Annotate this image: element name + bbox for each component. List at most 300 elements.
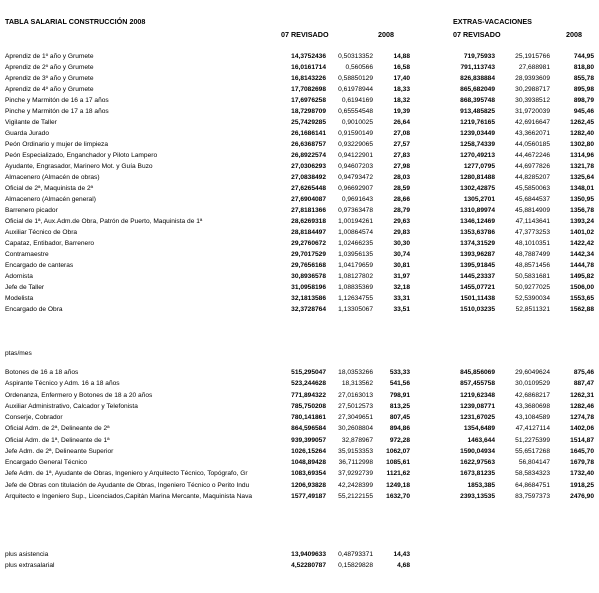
extras-2008-cell: 2476,90	[570, 492, 594, 500]
value-2008-cell: 14,88	[393, 52, 410, 60]
extras-2008-cell: 1732,40	[570, 470, 594, 478]
increment-cell: 0,97363478	[338, 206, 373, 214]
table-row	[0, 391, 599, 401]
table-row	[0, 447, 599, 457]
value-2008-cell: 894,86	[389, 425, 410, 433]
extras-increment-cell: 25,1915766	[515, 52, 550, 60]
extras-increment-cell: 43,3662071	[515, 129, 550, 137]
increment-cell: 32,878967	[341, 436, 373, 444]
value-2008-cell: 813,25	[389, 402, 410, 410]
increment-cell: 42,2428399	[338, 481, 373, 489]
extras-revisado-07-cell: 1219,76165	[460, 118, 495, 126]
extras-2008-cell: 1506,00	[570, 283, 594, 291]
category-cell: Aspirante Técnico y Adm. 16 a 18 años	[5, 380, 120, 388]
revisado-07-cell: 17,7082698	[291, 85, 326, 93]
value-2008-cell: 27,98	[393, 162, 410, 170]
revisado-07-cell: 27,6265448	[291, 184, 326, 192]
table-row	[0, 239, 599, 249]
extras-revisado-07-cell: 1353,63786	[460, 228, 495, 236]
category-cell: Aprendiz de 3º año y Grumete	[5, 74, 94, 82]
category-cell: Auxiliar Técnico de Obra	[5, 228, 78, 236]
table-row	[0, 481, 599, 491]
increment-cell: 1,03956135	[338, 250, 373, 258]
value-2008-cell: 28,79	[393, 206, 410, 214]
value-2008-cell: 28,03	[393, 173, 410, 181]
category-cell: Peón Ordinario y mujer de limpieza	[5, 140, 108, 148]
category-cell: Vigilante de Taller	[5, 118, 57, 126]
revisado-07-cell: 27,8181366	[291, 206, 326, 214]
increment-cell: 0,48793371	[338, 551, 373, 558]
category-cell: Oficial de 2ª, Maquinista de 2ª	[5, 184, 94, 192]
category-cell: Arquitecto e Ingeniero Sup., Licenciados,Capitán Marina Mercante, Maquinista Nava	[5, 492, 253, 500]
extras-increment-cell: 52,8511321	[515, 305, 550, 313]
extras-increment-cell: 30,3938512	[515, 96, 550, 104]
value-2008-cell: 26,64	[393, 118, 410, 126]
extras-2008-cell: 855,78	[573, 74, 594, 82]
table-row	[0, 379, 599, 389]
revisado-07-cell: 18,7298709	[291, 107, 326, 115]
extras-increment-cell: 44,4672246	[515, 151, 550, 159]
increment-cell: 1,08835369	[338, 283, 373, 291]
extras-2008-cell: 1562,88	[570, 305, 594, 313]
extras-revisado-07-cell: 1463,644	[467, 436, 495, 444]
table-row	[0, 283, 599, 293]
value-2008-cell: 29,63	[393, 217, 410, 225]
extras-2008-cell: 898,79	[573, 96, 594, 104]
extras-revisado-07-cell: 1270,49213	[460, 151, 495, 159]
increment-cell: 1,00864574	[338, 228, 373, 236]
extras-2008-cell: 887,47	[573, 380, 594, 388]
increment-cell: 0,15829828	[338, 562, 373, 569]
extras-2008-cell: 1679,78	[570, 459, 594, 466]
value-2008-cell: 18,33	[393, 85, 410, 93]
value-2008-cell: 27,08	[393, 129, 410, 137]
extras-revisado-07-cell: 1445,23337	[460, 272, 495, 280]
increment-cell: 0,93229065	[338, 140, 373, 148]
revisado-07-cell: 26,1686141	[291, 129, 326, 137]
value-2008-cell: 33,31	[393, 294, 410, 302]
revisado-07-cell: 27,6904087	[291, 195, 326, 203]
increment-cell: 18,0353266	[338, 369, 373, 376]
category-cell: Conserje, Cobrador	[5, 414, 63, 421]
extras-revisado-07-cell: 1622,97563	[460, 459, 495, 466]
extras-2008-cell: 818,80	[573, 63, 594, 71]
table-row	[0, 305, 599, 315]
extras-increment-cell: 55,6517268	[515, 447, 550, 455]
extras-2008-cell: 1495,82	[570, 272, 594, 280]
value-2008-cell: 32,18	[393, 283, 410, 291]
table-row	[0, 424, 599, 434]
revisado-07-cell: 4,52280787	[291, 562, 326, 569]
extras-2008-cell: 1918,25	[570, 481, 594, 489]
table-row	[0, 492, 599, 502]
value-2008-cell: 4,68	[397, 562, 410, 569]
extras-2008-cell: 1325,64	[570, 173, 594, 181]
extras-2008-cell: 1282,40	[570, 129, 594, 137]
extras-2008-cell: 1262,31	[570, 391, 594, 399]
extras-2008-cell: 1321,78	[570, 162, 594, 170]
extras-revisado-07-cell: 1455,07721	[460, 283, 495, 291]
extras-revisado-07-cell: 1305,2701	[463, 195, 495, 203]
table-row	[0, 151, 599, 161]
value-2008-cell: 30,81	[393, 261, 410, 269]
table-row	[0, 140, 599, 150]
extras-increment-cell: 48,1010351	[515, 239, 550, 247]
table-row	[0, 217, 599, 227]
extras-revisado-07-cell: 1673,81235	[460, 470, 495, 478]
table-title: TABLA SALARIAL CONSTRUCCIÓN 2008	[5, 17, 146, 26]
extras-increment-cell: 47,1143641	[515, 217, 550, 225]
extras-header-revisado: 07 REVISADO	[453, 30, 501, 39]
value-2008-cell: 1062,07	[386, 447, 410, 455]
increment-cell: 0,94607203	[338, 162, 373, 170]
revisado-07-cell: 14,3752436	[291, 52, 326, 60]
category-cell: Oficial Adm. de 1ª, Delineante de 1ª	[5, 436, 110, 444]
extras-2008-cell: 1274,78	[570, 414, 594, 421]
table-row	[0, 85, 599, 95]
table-row	[0, 107, 599, 117]
table-row	[0, 469, 599, 479]
revisado-07-cell: 864,596584	[291, 425, 326, 433]
increment-cell: 1,04179659	[338, 261, 373, 269]
extras-increment-cell: 27,688981	[518, 63, 550, 71]
extras-2008-cell: 1401,02	[570, 228, 594, 236]
value-2008-cell: 28,66	[393, 195, 410, 203]
value-2008-cell: 1632,70	[386, 492, 410, 500]
increment-cell: 0,6194169	[341, 96, 373, 104]
extras-increment-cell: 51,2275399	[515, 436, 550, 444]
revisado-07-cell: 25,7429285	[291, 118, 326, 126]
value-2008-cell: 798,91	[389, 391, 410, 399]
increment-cell: 18,313562	[341, 380, 373, 388]
extras-2008-cell: 1302,80	[570, 140, 594, 148]
extras-revisado-07-cell: 1258,74339	[460, 140, 495, 148]
table-row	[0, 294, 599, 304]
table-row	[0, 118, 599, 128]
extras-2008-cell: 1262,45	[570, 118, 594, 126]
extras-revisado-07-cell: 1231,67025	[460, 414, 495, 421]
value-2008-cell: 541,56	[389, 380, 410, 388]
revisado-07-cell: 523,244628	[291, 380, 326, 388]
increment-cell: 0,65554548	[338, 107, 373, 115]
extras-revisado-07-cell: 1239,03449	[460, 129, 495, 137]
value-2008-cell: 30,74	[393, 250, 410, 258]
category-cell: Pinche y Marmitón de 16 a 17 años	[5, 96, 109, 104]
extras-increment-cell: 52,5390034	[515, 294, 550, 302]
extras-2008-cell: 875,46	[573, 369, 594, 376]
extras-2008-cell: 1393,24	[570, 217, 594, 225]
extras-revisado-07-cell: 913,485825	[460, 107, 495, 115]
category-cell: Botones de 16 a 18 años	[5, 369, 79, 376]
extras-increment-cell: 47,3773253	[515, 228, 550, 236]
table-row	[0, 261, 599, 271]
revisado-07-cell: 1206,93828	[291, 481, 326, 489]
extras-increment-cell: 28,9393609	[515, 74, 550, 82]
increment-cell: 0,94122901	[338, 151, 373, 159]
category-cell: Peón Especializado, Enganchador y Piloto Lampero	[5, 151, 158, 159]
category-cell: Almacenero (Almacén de obras)	[5, 173, 100, 181]
extras-increment-cell: 45,8814909	[515, 206, 550, 214]
increment-cell: 1,12634755	[338, 294, 373, 302]
category-cell: Oficial de 1ª, Aux.Adm.de Obra, Patrón de Puerto, Maquinista de 1ª	[5, 217, 203, 225]
table-row	[0, 402, 599, 412]
extras-increment-cell: 30,2988717	[515, 85, 550, 93]
value-2008-cell: 33,51	[393, 305, 410, 313]
category-cell: Jefe Adm. de 2ª, Delineante Superior	[5, 447, 114, 455]
extras-revisado-07-cell: 1310,89974	[460, 206, 495, 214]
category-cell: Jefe de Taller	[5, 283, 45, 291]
extras-2008-cell: 1282,46	[570, 402, 594, 410]
revisado-07-cell: 939,399057	[291, 436, 326, 444]
extras-revisado-07-cell: 1354,6489	[463, 425, 495, 433]
category-cell: Ayudante, Engrasador, Marinero Mot. y Guía Buzo	[5, 162, 153, 170]
revisado-07-cell: 780,141861	[291, 414, 326, 421]
unit-label: ptas/mes	[5, 350, 32, 357]
extras-increment-cell: 64,8684751	[515, 481, 550, 489]
value-2008-cell: 16,58	[393, 63, 410, 71]
extras-2008-cell: 1356,78	[570, 206, 594, 214]
extras-increment-cell: 48,8571456	[515, 261, 550, 269]
extras-2008-cell: 1553,65	[570, 294, 594, 302]
table-row	[0, 228, 599, 238]
increment-cell: 0,560566	[345, 63, 373, 71]
revisado-07-cell: 26,6368757	[291, 140, 326, 148]
extras-2008-cell: 1402,06	[570, 425, 594, 433]
revisado-07-cell: 29,7656168	[291, 261, 326, 269]
value-2008-cell: 14,43	[393, 551, 410, 558]
category-cell: Pinche y Marmitón de 17 a 18 años	[5, 107, 109, 115]
category-cell: Encargado General Técnico	[5, 459, 87, 466]
revisado-07-cell: 31,0958196	[291, 283, 326, 291]
revisado-07-cell: 1048,89428	[291, 459, 326, 466]
table-row	[0, 63, 599, 73]
increment-cell: 0,61978944	[338, 85, 373, 93]
increment-cell: 37,9292739	[338, 470, 373, 478]
category-cell: Contramaestre	[5, 250, 49, 258]
extras-title: EXTRAS-VACACIONES	[453, 17, 532, 26]
revisado-07-cell: 17,6976258	[291, 96, 326, 104]
increment-cell: 1,00194261	[338, 217, 373, 225]
revisado-07-cell: 515,295047	[291, 369, 326, 376]
category-cell: Oficial Adm. de 2ª, Delineante de 2ª	[5, 425, 110, 433]
extras-increment-cell: 58,5834323	[515, 470, 550, 478]
value-2008-cell: 27,83	[393, 151, 410, 159]
table-row	[0, 272, 599, 282]
extras-revisado-07-cell: 1219,62348	[460, 391, 495, 399]
extras-revisado-07-cell: 868,395748	[460, 96, 495, 104]
value-2008-cell: 17,40	[393, 74, 410, 82]
extras-header-2008: 2008	[566, 30, 582, 39]
revisado-07-cell: 13,9409633	[291, 551, 326, 558]
extras-revisado-07-cell: 1280,81488	[460, 173, 495, 181]
category-cell: Encargado de canteras	[5, 261, 74, 269]
category-cell: Adornista	[5, 272, 33, 280]
extras-revisado-07-cell: 1395,91845	[460, 261, 495, 269]
increment-cell: 36,7112998	[338, 459, 373, 466]
extras-revisado-07-cell: 1277,0795	[463, 162, 495, 170]
value-2008-cell: 18,32	[393, 96, 410, 104]
value-2008-cell: 1121,62	[386, 470, 410, 478]
category-cell: Ordenanza, Enfermero y Botones de 18 a 20 años	[5, 391, 153, 399]
increment-cell: 0,58850129	[338, 74, 373, 82]
category-cell: Encargado de Obra	[5, 305, 63, 313]
extras-revisado-07-cell: 1853,385	[467, 481, 495, 489]
category-cell: plus asistencia	[5, 551, 49, 558]
table-row	[0, 96, 599, 106]
value-2008-cell: 1249,18	[386, 481, 410, 489]
category-cell: Aprendiz de 4º año y Grumete	[5, 85, 94, 93]
category-cell: Auxiliar Administrativo, Calcador y Telefonista	[5, 402, 138, 410]
extras-increment-cell: 43,3680698	[515, 402, 550, 410]
category-cell: Barrenero picador	[5, 206, 58, 214]
table-row	[0, 458, 599, 468]
revisado-07-cell: 1083,69354	[291, 470, 326, 478]
category-cell: Modelista	[5, 294, 34, 302]
value-2008-cell: 31,97	[393, 272, 410, 280]
table-row	[0, 162, 599, 172]
value-2008-cell: 972,28	[389, 436, 410, 444]
extras-revisado-07-cell: 1239,08771	[460, 402, 495, 410]
extras-revisado-07-cell: 1374,31529	[460, 239, 495, 247]
table-row	[0, 436, 599, 446]
extras-increment-cell: 31,9720039	[515, 107, 550, 115]
increment-cell: 27,5012573	[338, 402, 373, 410]
increment-cell: 0,96692907	[338, 184, 373, 192]
extras-revisado-07-cell: 719,75933	[463, 52, 495, 60]
extras-increment-cell: 29,6049624	[515, 369, 550, 376]
category-cell: plus extrasalarial	[5, 562, 55, 569]
extras-2008-cell: 1422,42	[570, 239, 594, 247]
table-row	[0, 561, 599, 571]
extras-increment-cell: 45,5850063	[515, 184, 550, 192]
extras-2008-cell: 744,95	[573, 52, 594, 60]
value-2008-cell: 30,30	[393, 239, 410, 247]
revisado-07-cell: 29,7017529	[291, 250, 326, 258]
revisado-07-cell: 30,8936578	[291, 272, 326, 280]
extras-increment-cell: 42,6916647	[515, 118, 550, 126]
category-cell: Jefe Adm. de 1ª, Ayudante de Obras, Ingeniero y Arquitecto Técnico, Topógrafo, Gr	[5, 470, 248, 478]
extras-2008-cell: 1514,87	[570, 436, 594, 444]
increment-cell: 0,9010025	[341, 118, 373, 126]
value-2008-cell: 27,57	[393, 140, 410, 148]
extras-2008-cell: 1348,01	[570, 184, 594, 192]
table-row	[0, 184, 599, 194]
value-2008-cell: 807,45	[389, 414, 410, 421]
extras-increment-cell: 50,9277025	[515, 283, 550, 291]
increment-cell: 0,94793472	[338, 173, 373, 181]
category-cell: Aprendiz de 2º año y Grumete	[5, 63, 94, 71]
table-row	[0, 74, 599, 84]
extras-increment-cell: 83,7597373	[515, 492, 550, 500]
increment-cell: 1,08127802	[338, 272, 373, 280]
extras-2008-cell: 1444,78	[570, 261, 594, 269]
value-2008-cell: 29,83	[393, 228, 410, 236]
extras-increment-cell: 56,804147	[518, 459, 550, 466]
category-cell: Capataz, Entibador, Barrenero	[5, 239, 95, 247]
extras-2008-cell: 945,46	[573, 107, 594, 115]
extras-revisado-07-cell: 857,455758	[460, 380, 495, 388]
extras-2008-cell: 1442,34	[570, 250, 594, 258]
extras-revisado-07-cell: 791,113743	[460, 63, 495, 71]
extras-2008-cell: 1645,70	[570, 447, 594, 455]
table-row	[0, 413, 599, 423]
extras-revisado-07-cell: 845,856069	[460, 369, 495, 376]
extras-revisado-07-cell: 2393,13535	[460, 492, 495, 500]
revisado-07-cell: 771,894322	[291, 391, 326, 399]
revisado-07-cell: 16,8143226	[291, 74, 326, 82]
revisado-07-cell: 26,8922574	[291, 151, 326, 159]
table-row	[0, 550, 599, 560]
extras-increment-cell: 50,5831681	[515, 272, 550, 280]
extras-revisado-07-cell: 1510,03235	[460, 305, 495, 313]
increment-cell: 30,2608804	[338, 425, 373, 433]
table-row	[0, 206, 599, 216]
extras-increment-cell: 30,0109529	[515, 380, 550, 388]
category-cell: Almacenero (Almacén general)	[5, 195, 96, 203]
extras-revisado-07-cell: 1393,96287	[460, 250, 495, 258]
increment-cell: 0,50313352	[338, 52, 373, 60]
table-row	[0, 195, 599, 205]
table-row	[0, 129, 599, 139]
category-cell: Aprendiz de 1º año y Grumete	[5, 52, 94, 60]
revisado-07-cell: 1026,15264	[291, 447, 326, 455]
extras-increment-cell: 48,7887499	[515, 250, 550, 258]
col-header-revisado: 07 REVISADO	[281, 30, 329, 39]
col-header-2008: 2008	[378, 30, 394, 39]
value-2008-cell: 28,59	[393, 184, 410, 192]
extras-2008-cell: 1350,95	[570, 195, 594, 203]
table-row	[0, 368, 599, 378]
extras-revisado-07-cell: 1590,04934	[460, 447, 495, 455]
extras-revisado-07-cell: 1302,42875	[460, 184, 495, 192]
revisado-07-cell: 27,0306293	[291, 162, 326, 170]
increment-cell: 35,9153353	[338, 447, 373, 455]
extras-2008-cell: 895,98	[573, 85, 594, 93]
value-2008-cell: 1085,61	[386, 459, 410, 466]
extras-revisado-07-cell: 826,838884	[460, 74, 495, 82]
table-row	[0, 173, 599, 183]
revisado-07-cell: 28,6269318	[291, 217, 326, 225]
increment-cell: 27,3049651	[338, 414, 373, 421]
extras-increment-cell: 42,6868217	[515, 391, 550, 399]
category-cell: Guarda Jurado	[5, 129, 49, 137]
revisado-07-cell: 1577,49187	[291, 492, 326, 500]
value-2008-cell: 19,39	[393, 107, 410, 115]
extras-2008-cell: 1314,96	[570, 151, 594, 159]
extras-increment-cell: 47,4127114	[515, 425, 550, 433]
revisado-07-cell: 27,0838492	[291, 173, 326, 181]
increment-cell: 1,13305067	[338, 305, 373, 313]
category-cell: Jefe de Obras con titulación de Ayudante de Obras, Ingeniero Técnico o Perito Indu	[5, 481, 250, 489]
increment-cell: 55,2122155	[338, 492, 373, 500]
increment-cell: 27,0163013	[338, 391, 373, 399]
revisado-07-cell: 785,750208	[291, 402, 326, 410]
extras-increment-cell: 44,8285207	[515, 173, 550, 181]
table-row	[0, 250, 599, 260]
revisado-07-cell: 32,1813586	[291, 294, 326, 302]
increment-cell: 1,02466235	[338, 239, 373, 247]
increment-cell: 0,91590149	[338, 129, 373, 137]
table-row	[0, 52, 599, 62]
value-2008-cell: 533,33	[389, 369, 410, 376]
extras-increment-cell: 45,6844537	[515, 195, 550, 203]
revisado-07-cell: 29,2760672	[291, 239, 326, 247]
extras-increment-cell: 43,1084589	[515, 414, 550, 421]
extras-increment-cell: 44,0560185	[515, 140, 550, 148]
revisado-07-cell: 32,3728764	[291, 305, 326, 313]
extras-revisado-07-cell: 865,682049	[460, 85, 495, 93]
extras-increment-cell: 44,6977826	[515, 162, 550, 170]
